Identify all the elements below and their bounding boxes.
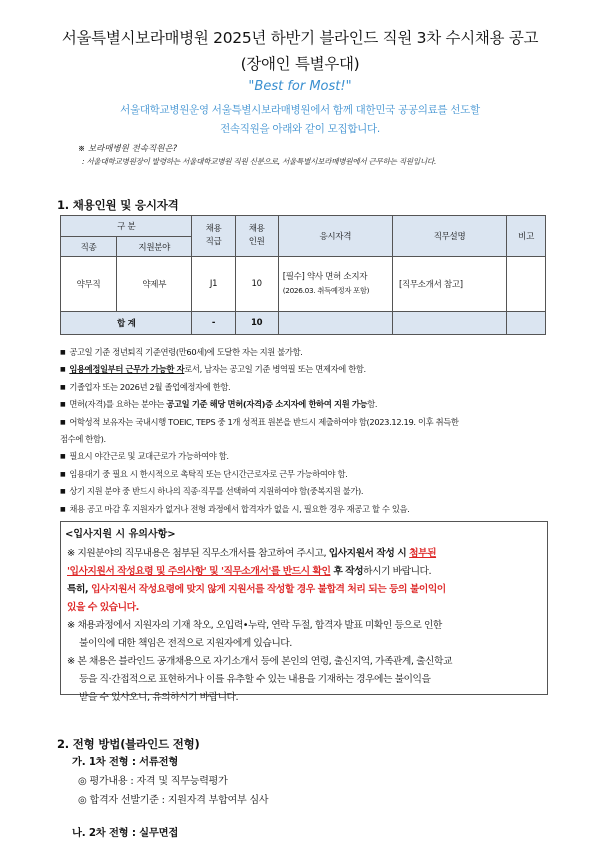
list-item: ■ 임용예정일부터 근무가 가능한 자로서, 남자는 공고일 기준 병역필 또는 면제자에 한함. — [60, 361, 550, 378]
header-count: 채용 인원 — [235, 216, 278, 257]
cell-field: 약제부 — [117, 257, 192, 312]
list-item: ■ 기졸업자 또는 2026년 2월 졸업예정자에 한함. — [60, 379, 550, 396]
stage-1-item: ◎ 합격자 선발기준 : 지원자격 부합여부 심사 — [78, 795, 269, 806]
list-item: ■ 상기 지원 분야 중 반드시 하나의 직종·직무를 선택하여 지원하여야 함(중복지원 불가). — [60, 483, 550, 500]
list-item: ■ 채용 공고 마감 후 지원자가 없거나 전형 과정에서 합격자가 없을 시, 필요한 경우 재공고 할 수 있음. — [60, 501, 550, 518]
total-count: 10 — [235, 312, 278, 335]
total-grade: - — [192, 312, 235, 335]
total-row — [61, 312, 546, 335]
cell-jobtype: 약무직 — [61, 257, 117, 312]
notice-body — [67, 545, 543, 707]
notice-paragraph-2: 특히, 입사지원서 작성요령에 맞지 않게 지원서를 작성할 경우 불합격 처리 되는 등의 불이익이 있을 수 있습니다. — [67, 584, 446, 613]
notice-box — [60, 521, 548, 703]
list-item: ■ 임용대기 중 필요 시 한시적으로 촉탁직 또는 단시간근로자로 근무 가능하여야 함. — [60, 466, 550, 483]
header-qualification: 응시자격 — [278, 216, 392, 257]
cell-note — [507, 257, 546, 312]
qualification-line-2: (2026.03. 취득예정자 포함) — [282, 286, 370, 295]
cell-count: 10 — [235, 257, 278, 312]
cell-qualification — [278, 257, 392, 312]
notice-heading: <입사지원 시 유의사항> — [65, 529, 176, 540]
table-row — [61, 257, 546, 312]
notice-paragraph-1: ※ 지원분야의 직무내용은 첨부된 직무소개서를 참고하여 주시고, 입사지원서 작성 시 첨부된 '입사지원서 작성요령 및 주의사항' 및 '직무소개서'를 반드시 확인 후 작성하시기 바랍니다. — [67, 548, 437, 577]
intro-line-1: 서울대학교병원운영 서울특별시보라매병원에서 함께 대한민국 공공의료를 선도할 — [120, 104, 480, 116]
header-field: 지원분야 — [117, 237, 192, 257]
list-item: ■ 공고일 기준 정년퇴직 기준연령(만60세)에 도달한 자는 지원 불가함. — [60, 344, 550, 361]
header-jobtype: 직종 — [61, 237, 117, 257]
notice-paragraph-3: ※ 채용과정에서 지원자의 기재 착오, 오입력•누락, 연락 두절, 합격자 발표 미확인 등으로 인한 불이익에 대한 책임은 전적으로 지원자에게 있습니다. — [67, 620, 442, 649]
slogan: "Best for Most!" — [248, 79, 352, 94]
header-duty: 직무설명 — [392, 216, 506, 257]
list-item: ■ 필요시 야간근로 및 교대근로가 가능하여야 함. — [60, 448, 550, 465]
header-note: 비고 — [507, 216, 546, 257]
page-subtitle: (장애인 특별우대) — [240, 55, 360, 73]
page-title: 서울특별시보라매병원 2025년 하반기 블라인드 직원 3차 수시채용 공고 — [61, 29, 539, 47]
notice-paragraph-4: ※ 본 채용은 블라인드 공개채용으로 자기소개서 등에 본인의 연령, 출신지역, 가족관계, 출신학교 등을 직·간접적으로 표현하거나 이를 유추할 수 있는 내용을 기재하는 경우에는 불이익을 받을 수 있사오니, 유의하시기 바랍니다. — [67, 656, 452, 703]
stage-1-item: ◎ 평가내용 : 자격 및 직무능력평가 — [78, 776, 228, 787]
header-grade: 채용 직급 — [192, 216, 235, 257]
list-item: ■ 어학성적 보유자는 국내시행 TOEIC, TEPS 중 1개 성적표 원본을 반드시 제출하여야 함(2023.12.19. 이후 취득한 — [60, 414, 550, 431]
cell-grade: J1 — [192, 257, 235, 312]
cell-duty: [직무소개서 참고] — [392, 257, 506, 312]
section-1-title: 1. 채용인원 및 응시자격 — [57, 198, 179, 212]
note-body: : 서울대학교병원장이 발령하는 서울대학교병원 직원 신분으로, 서울특별시보라매병원에서 근무하는 직원입니다. — [82, 157, 437, 166]
stage-1-title: 가. 1차 전형 : 서류전형 — [72, 756, 179, 768]
intro-line-2: 전속직원을 아래와 같이 모집합니다. — [220, 123, 380, 135]
list-item: 점수에 한함). — [60, 434, 106, 445]
section-2-title: 2. 전형 방법(블라인드 전형) — [57, 737, 200, 751]
qualification-line-1: [필수] 약사 면허 소지자 — [282, 272, 368, 282]
stage-2-title: 나. 2차 전형 : 실무면접 — [72, 827, 179, 839]
note-heading: ※ 보라매병원 전속직원은? — [78, 144, 178, 154]
total-label: 합 계 — [61, 312, 192, 335]
eligibility-list — [60, 344, 550, 518]
header-category: 구 분 — [61, 216, 192, 237]
recruitment-table — [60, 215, 546, 335]
list-item: ■ 면허(자격)를 요하는 분야는 공고일 기준 해당 면허(자격)증 소지자에 한하여 지원 가능함. — [60, 396, 550, 413]
